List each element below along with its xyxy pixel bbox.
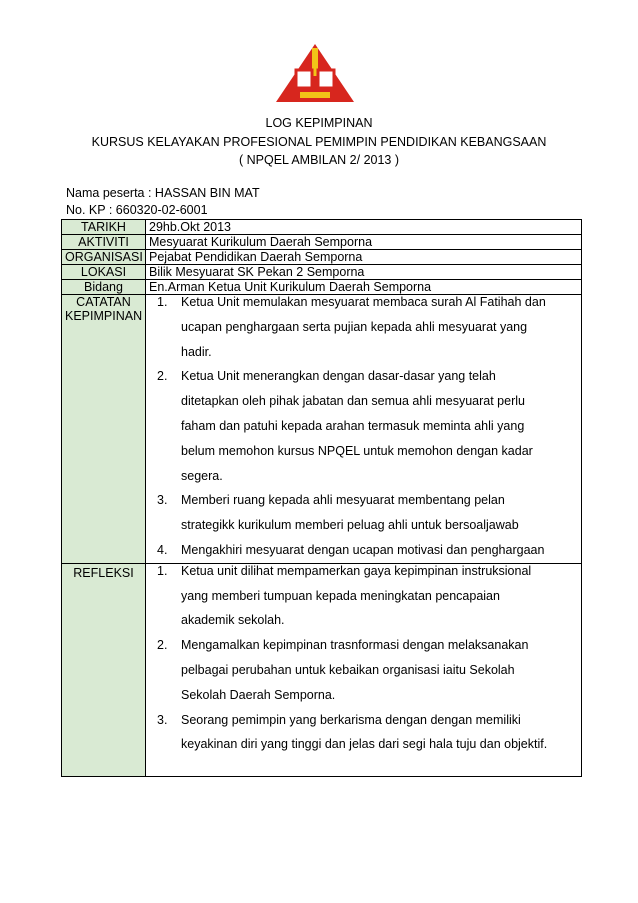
list-item: 4. Mengakhiri mesyuarat dengan ucapan motivasi dan penghargaan <box>157 542 545 557</box>
participant-name: Nama peserta : HASSAN BIN MAT <box>66 186 260 200</box>
row-label: ORGANISASI <box>62 250 146 265</box>
refleksi-label: REFLEKSI <box>62 563 146 776</box>
table-row <box>62 250 582 265</box>
list-item: 3. Memberi ruang kepada ahli mesyuarat membentang pelan strategikk kurikulum memberi peluag ahli untuk bersoaljawab <box>157 493 519 533</box>
catatan-row <box>62 295 582 564</box>
catatan-label: CATATAN KEPIMPINAN <box>62 295 146 564</box>
logo-emblem <box>274 42 356 106</box>
table-row <box>62 265 582 280</box>
list-item: 3. Seorang pemimpin yang berkarisma dengan dengan memiliki keyakinan diri yang tinggi dan jelas dari segi hala tuju dan objektif. <box>157 712 548 752</box>
row-label: Bidang <box>62 280 146 295</box>
program-label: ( NPQEL AMBILAN 2/ 2013 ) <box>238 153 400 167</box>
row-value: En.Arman Ketua Unit Kurikulum Daerah Semporna <box>146 280 582 295</box>
log-table <box>61 219 582 777</box>
row-value: Pejabat Pendidikan Daerah Semporna <box>146 250 582 265</box>
catatan-content <box>146 295 582 564</box>
row-value: Bilik Mesyuarat SK Pekan 2 Semporna <box>146 265 582 280</box>
row-label: LOKASI <box>62 265 146 280</box>
list-item: 2. Ketua Unit menerangkan dengan dasar-dasar yang telah ditetapkan oleh pihak jabatan dan semua ahli mesyuarat perlu faham dan patuhi kepada arahan termasuk meminta ahli yang belum memohon kursus NPQEL untuk memohon dengan kadar segera. <box>157 369 533 483</box>
list-item: 1. Ketua unit dilihat mempamerkan gaya kepimpinan instruksional yang memberi tumpuan kepada meningkatan pencapaian akademik sekolah. <box>157 563 532 628</box>
list-item: 1. Ketua Unit memulakan mesyuarat membaca surah Al Fatihah dan ucapan penghargaan serta pujian kepada ahli mesyuarat yang hadir. <box>157 295 546 359</box>
document-subtitle: KURSUS KELAYAKAN PROFESIONAL PEMIMPIN PENDIDIKAN KEBANGSAAN <box>91 135 547 149</box>
refleksi-content <box>146 563 582 776</box>
participant-kp: No. KP : 660320-02-6001 <box>66 203 208 217</box>
row-label: TARIKH <box>62 220 146 235</box>
row-label: AKTIVITI <box>62 235 146 250</box>
document-title: LOG KEPIMPINAN <box>265 116 373 130</box>
row-value: Mesyuarat Kurikulum Daerah Semporna <box>146 235 582 250</box>
list-item: 2. Mengamalkan kepimpinan trasnformasi dengan melaksanakan pelbagai perubahan untuk kebaikan organisasi iaitu Sekolah Sekolah Daerah Semporna. <box>157 638 529 702</box>
table-row <box>62 235 582 250</box>
row-value: 29hb.Okt 2013 <box>146 220 582 235</box>
table-row <box>62 220 582 235</box>
refleksi-row <box>62 563 582 776</box>
